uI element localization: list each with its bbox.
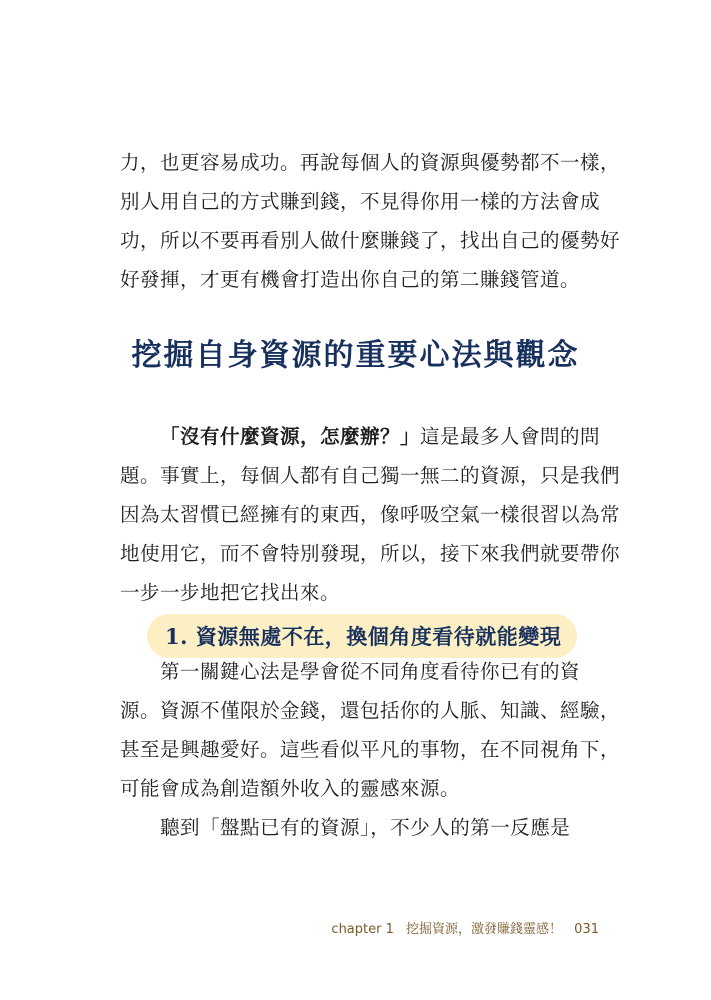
text-line: 功，所以不要再看別人做什麼賺錢了，找出自己的優勢好	[120, 229, 621, 252]
footer-chapter: chapter 1	[331, 922, 394, 937]
text-line: 可能會成為創造額外收入的靈感來源。	[120, 777, 461, 800]
text-line: 力，也更容易成功。再說每個人的資源與優勢都不一樣，	[120, 151, 621, 174]
text-line: 第一關鍵心法是學會從不同角度看待你已有的資	[160, 660, 581, 683]
page-number: 031	[574, 922, 599, 937]
quoted-question: 「沒有什麼資源，怎麼辦？」	[160, 425, 421, 448]
text-line: 因為太習慣已經擁有的東西，像呼吸空氣一樣很習以為常	[120, 503, 621, 526]
body-paragraph-2	[120, 417, 621, 612]
subheading: 1. 資源無處不在，換個角度看待就能變現	[165, 624, 562, 649]
text-line: 聽到「盤點已有的資源」，不少人的第一反應是	[160, 816, 571, 839]
text-line: 源。資源不僅限於金錢，還包括你的人脈、知識、經驗，	[120, 699, 621, 722]
text-fragment: 這是最多人會問的問	[420, 425, 601, 448]
text-line	[120, 417, 600, 456]
text-line: 地使用它，而不會特別發現，所以，接下來我們就要帶你	[120, 542, 621, 565]
text-line: 好發揮，才更有機會打造出你自己的第二賺錢管道。	[120, 268, 581, 291]
page-footer	[323, 918, 599, 937]
text-line: 別人用自己的方式賺到錢，不見得你用一樣的方法會成	[120, 190, 601, 213]
text-line: 題。事實上，每個人都有自己獨一無二的資源，只是我們	[120, 464, 621, 487]
body-paragraph-1	[120, 143, 621, 299]
footer-title: 挖掘資源，激發賺錢靈感！	[406, 922, 563, 937]
text-line: 一步一步地把它找出來。	[120, 581, 341, 604]
section-heading: 挖掘自身資源的重要心法與觀念	[131, 338, 580, 373]
body-paragraph-3	[120, 652, 621, 847]
text-line: 甚至是興趣愛好。這些看似平凡的事物，在不同視角下，	[120, 738, 621, 761]
